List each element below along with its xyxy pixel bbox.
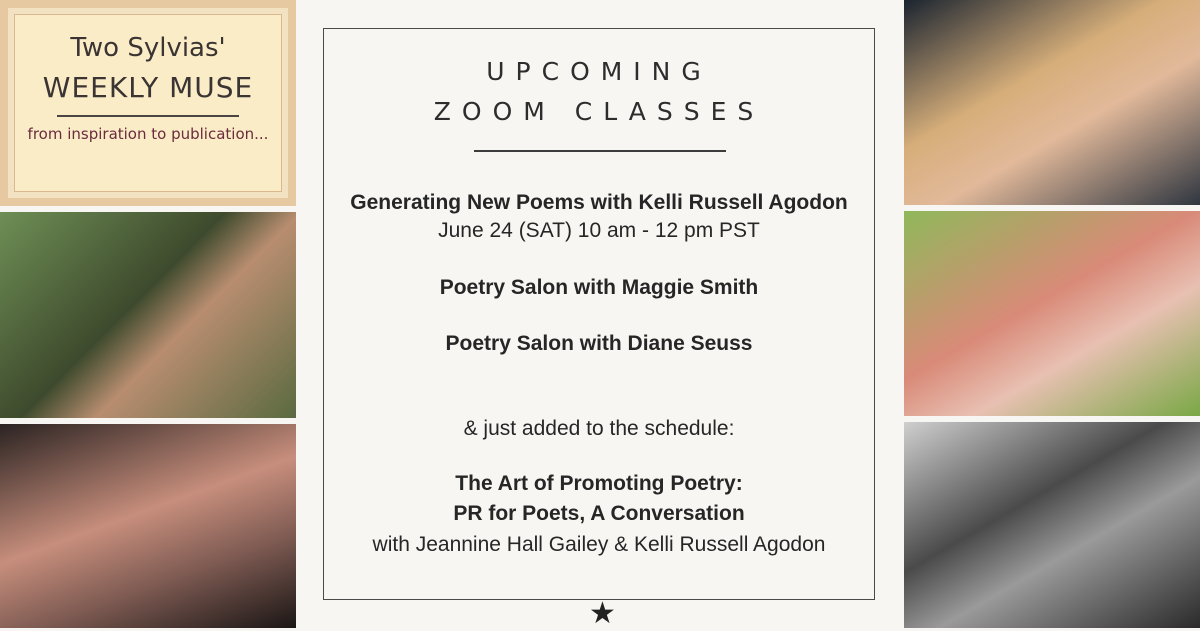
illustration-photo-right-bottom [904,422,1200,628]
portrait-photo-right-top [904,0,1200,205]
logo-card [14,14,282,192]
class-4-title-line-2: PR for Poets, A Conversation [453,502,745,525]
logo-line-1: Two Sylvias' [70,33,226,63]
heading-line-1: UPCOMING [486,57,712,86]
class-1-title: Generating New Poems with Kelli Russell Agodon [350,191,848,214]
logo-tagline: from inspiration to publication... [27,125,269,143]
class-3-title: Poetry Salon with Diane Seuss [445,332,753,355]
heading-line-2: ZOOM CLASSES [433,97,765,126]
class-4-title-line-1: The Art of Promoting Poetry: [455,472,743,495]
class-1-time: June 24 (SAT) 10 am - 12 pm PST [438,219,760,242]
portrait-photo-right-middle [904,211,1200,416]
heading-divider [474,150,726,152]
portrait-photo-left-bottom [0,424,296,628]
class-2-title: Poetry Salon with Maggie Smith [439,276,759,299]
class-schedule-panel [323,28,875,600]
logo-divider [57,115,239,117]
logo-tile [0,0,296,206]
class-4-presenters: with Jeannine Hall Gailey & Kelli Russell Agodon [372,533,826,556]
star-icon: ★ [589,596,616,631]
added-note: & just added to the schedule: [463,417,735,440]
portrait-photo-left-middle [0,212,296,418]
logo-line-2: WEEKLY MUSE [42,71,254,104]
